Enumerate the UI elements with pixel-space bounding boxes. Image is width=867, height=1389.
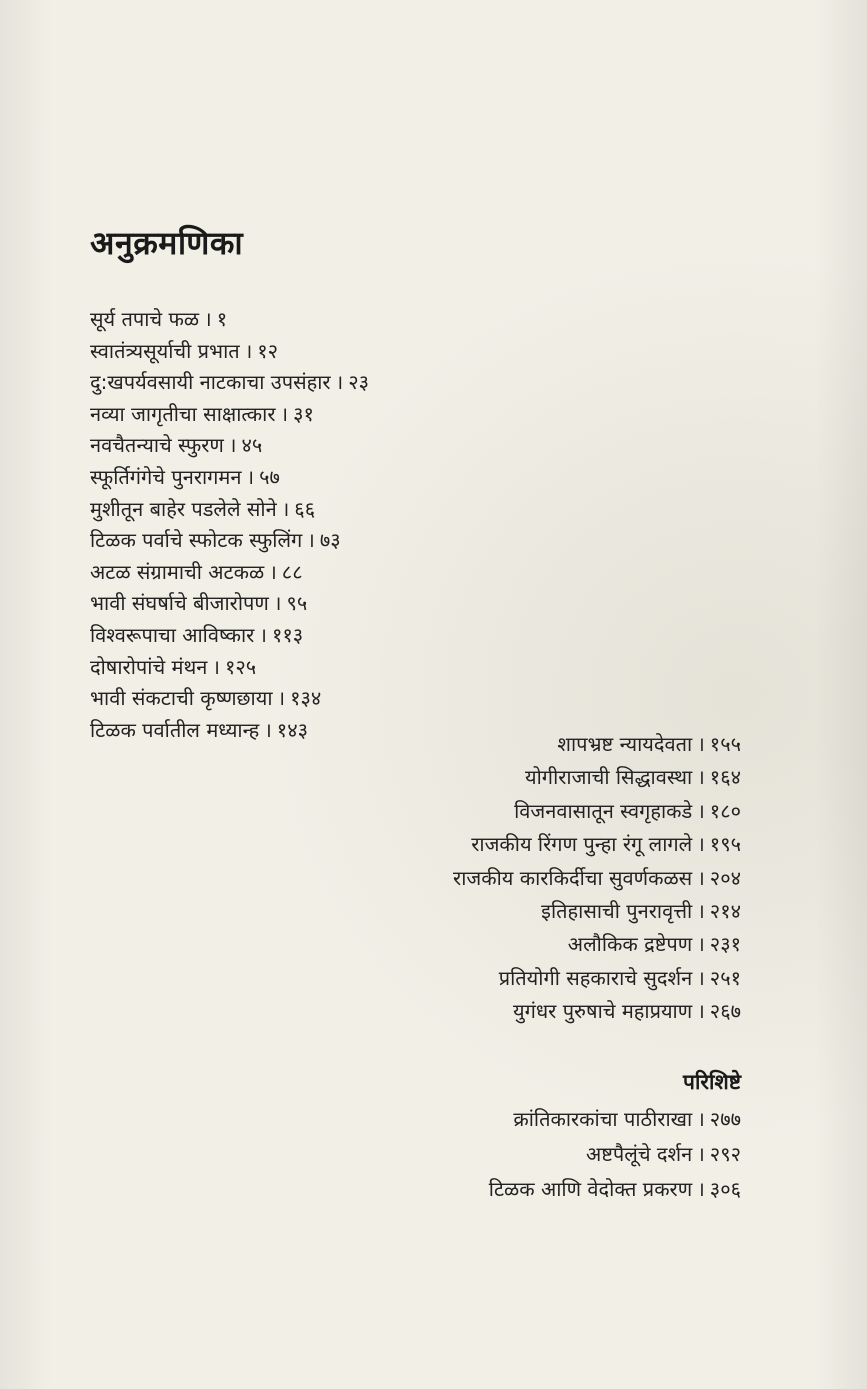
toc-entry-page: ४५: [241, 433, 263, 458]
toc-entry-page: ५७: [259, 464, 280, 489]
toc-entry-page: ८८: [281, 559, 303, 584]
toc-entry-title: राजकीय कारकिर्दीचा सुवर्णकळस: [453, 865, 693, 890]
toc-entry-page: १२५: [224, 654, 257, 679]
toc-separator: ।: [264, 717, 272, 742]
toc-entry-title: युगंधर पुरुषाचे महाप्रयाण: [513, 999, 693, 1024]
toc-entry-title: टिळक पर्वातील मध्यान्ह: [90, 717, 260, 742]
toc-entry-title: टिळक आणि वेदोक्त प्रकरण: [488, 1177, 693, 1201]
appendix-section: [321, 1062, 741, 1207]
toc-separator: ।: [697, 965, 705, 990]
toc-separator: ।: [697, 932, 705, 957]
toc-entry-page: २९२: [709, 1142, 741, 1166]
toc-entry: [321, 761, 741, 794]
toc-separator: ।: [697, 999, 705, 1024]
toc-entry: [90, 336, 510, 368]
toc-separator: ।: [697, 765, 705, 790]
toc-separator: ।: [697, 732, 705, 756]
toc-entry-title: इतिहासाची पुनरावृत्ती: [541, 898, 693, 923]
toc-entry-title: अलौकिक द्रष्टेपण: [567, 932, 693, 957]
toc-entry: [321, 895, 741, 928]
toc-entry-title: दु:खपर्यवसायी नाटकाचा उपसंहार: [90, 370, 331, 395]
toc-entry: [90, 620, 510, 652]
toc-entry-page: २३१: [709, 932, 741, 957]
toc-entry: [90, 525, 510, 557]
toc-separator: ।: [697, 865, 705, 890]
toc-separator: ।: [228, 433, 237, 458]
toc-column-right: [321, 728, 741, 1029]
toc-entry-title: भावी संकटाची कृष्णछाया: [90, 686, 273, 711]
toc-entry: [90, 462, 510, 494]
toc-entry: [90, 588, 510, 620]
toc-entry-title: दोषारोपांचे मंथन: [90, 654, 208, 679]
toc-separator: ।: [259, 622, 267, 647]
page-title: अनुक्रमणिका: [90, 224, 244, 262]
toc-entry-title: अष्टपैलूंचे दर्शन: [585, 1142, 693, 1166]
toc-entry-page: १९५: [709, 832, 741, 857]
toc-separator: ।: [335, 370, 344, 395]
toc-separator: ।: [269, 559, 277, 584]
toc-entry-title: शापभ्रष्ट न्यायदेवता: [557, 732, 693, 756]
toc-separator: ।: [277, 686, 286, 711]
toc-entry: [90, 683, 510, 715]
toc-entry-page: १५५: [709, 732, 741, 756]
toc-entry-page: १: [216, 307, 228, 331]
toc-entry-page: १२: [257, 338, 279, 363]
toc-entry-page: २०४: [709, 865, 741, 890]
toc-entry: [321, 962, 741, 995]
toc-entry: [90, 652, 510, 684]
toc-entry-page: ३०६: [709, 1177, 741, 1201]
toc-entry-title: नवचैतन्याचे स्फुरण: [90, 433, 224, 458]
toc-entry-page: २१४: [709, 898, 741, 923]
toc-separator: ।: [697, 1177, 705, 1201]
toc-entry: [90, 399, 510, 431]
toc-entry: [321, 795, 741, 828]
toc-separator: ।: [697, 798, 705, 823]
toc-entry-page: १४३: [276, 717, 308, 742]
toc-entry-title: योगीराजाची सिद्धावस्था: [525, 765, 693, 790]
toc-entry-title: स्वातंत्र्यसूर्याची प्रभात: [90, 338, 240, 363]
toc-separator: ।: [212, 654, 220, 679]
toc-entry-page: ११३: [271, 622, 304, 647]
toc-entry-title: अटळ संग्रामाची अटकळ: [90, 559, 265, 584]
toc-entry-page: ७३: [319, 528, 341, 553]
toc-entry: [321, 995, 741, 1028]
toc-entry-title: प्रतियोगी सहकाराचे सुदर्शन: [498, 965, 693, 990]
appendix-entry: [321, 1137, 741, 1172]
toc-separator: ।: [244, 338, 253, 363]
toc-entry-title: क्रांतिकारकांचा पाठीराखा: [513, 1107, 693, 1131]
toc-entry: [90, 494, 510, 526]
toc-column-left: [90, 304, 510, 746]
toc-entry-page: २३: [348, 370, 369, 395]
toc-separator: ।: [204, 307, 212, 331]
toc-entry-title: मुशीतून बाहेर पडलेले सोने: [90, 496, 277, 521]
toc-entry-title: सूर्य तपाचे फळ: [90, 307, 200, 331]
toc-separator: ।: [697, 1107, 705, 1131]
toc-separator: ।: [246, 464, 255, 489]
toc-entry-title: राजकीय रिंगण पुन्हा रंगू लागले: [471, 832, 693, 857]
toc-entry: [90, 557, 510, 589]
toc-entry-page: २५१: [709, 965, 741, 990]
toc-separator: ।: [697, 1142, 705, 1166]
toc-entry-page: ९५: [286, 591, 308, 616]
appendix-entry: [321, 1102, 741, 1137]
toc-entry-title: विजनवासातून स्वगृहाकडे: [514, 798, 693, 823]
toc-separator: ।: [697, 832, 705, 857]
toc-entry: [321, 828, 741, 861]
toc-entry-title: टिळक पर्वाचे स्फोटक स्फुलिंग: [90, 528, 303, 553]
appendix-entry: [321, 1172, 741, 1207]
toc-separator: ।: [697, 898, 705, 923]
toc-entry: [321, 728, 741, 761]
toc-entry-title: भावी संघर्षाचे बीजारोपण: [90, 591, 269, 616]
toc-entry-page: १६४: [709, 765, 741, 790]
toc-entry: [321, 928, 741, 961]
toc-entry: [321, 862, 741, 895]
toc-entry-page: १८०: [709, 798, 741, 823]
toc-separator: ।: [273, 591, 282, 616]
toc-entry-title: नव्या जागृतीचा साक्षात्कार: [90, 401, 276, 426]
toc-entry: [90, 304, 510, 336]
toc-entry-page: २६७: [709, 999, 741, 1024]
toc-entry-page: ३१: [293, 401, 314, 426]
toc-separator: ।: [307, 528, 315, 553]
toc-entry-page: २७७: [709, 1107, 741, 1131]
toc-entry: [90, 367, 510, 399]
toc-entry: [90, 430, 510, 462]
toc-entry-title: विश्वरूपाचा आविष्कार: [90, 622, 255, 647]
toc-separator: ।: [281, 496, 290, 521]
appendix-heading: परिशिष्टे: [683, 1070, 741, 1094]
toc-entry-page: ६६: [294, 496, 316, 521]
toc-entry-page: १३४: [290, 686, 322, 711]
toc-separator: ।: [280, 401, 289, 426]
toc-entry-title: स्फूर्तिगंगेचे पुनरागमन: [90, 464, 242, 489]
